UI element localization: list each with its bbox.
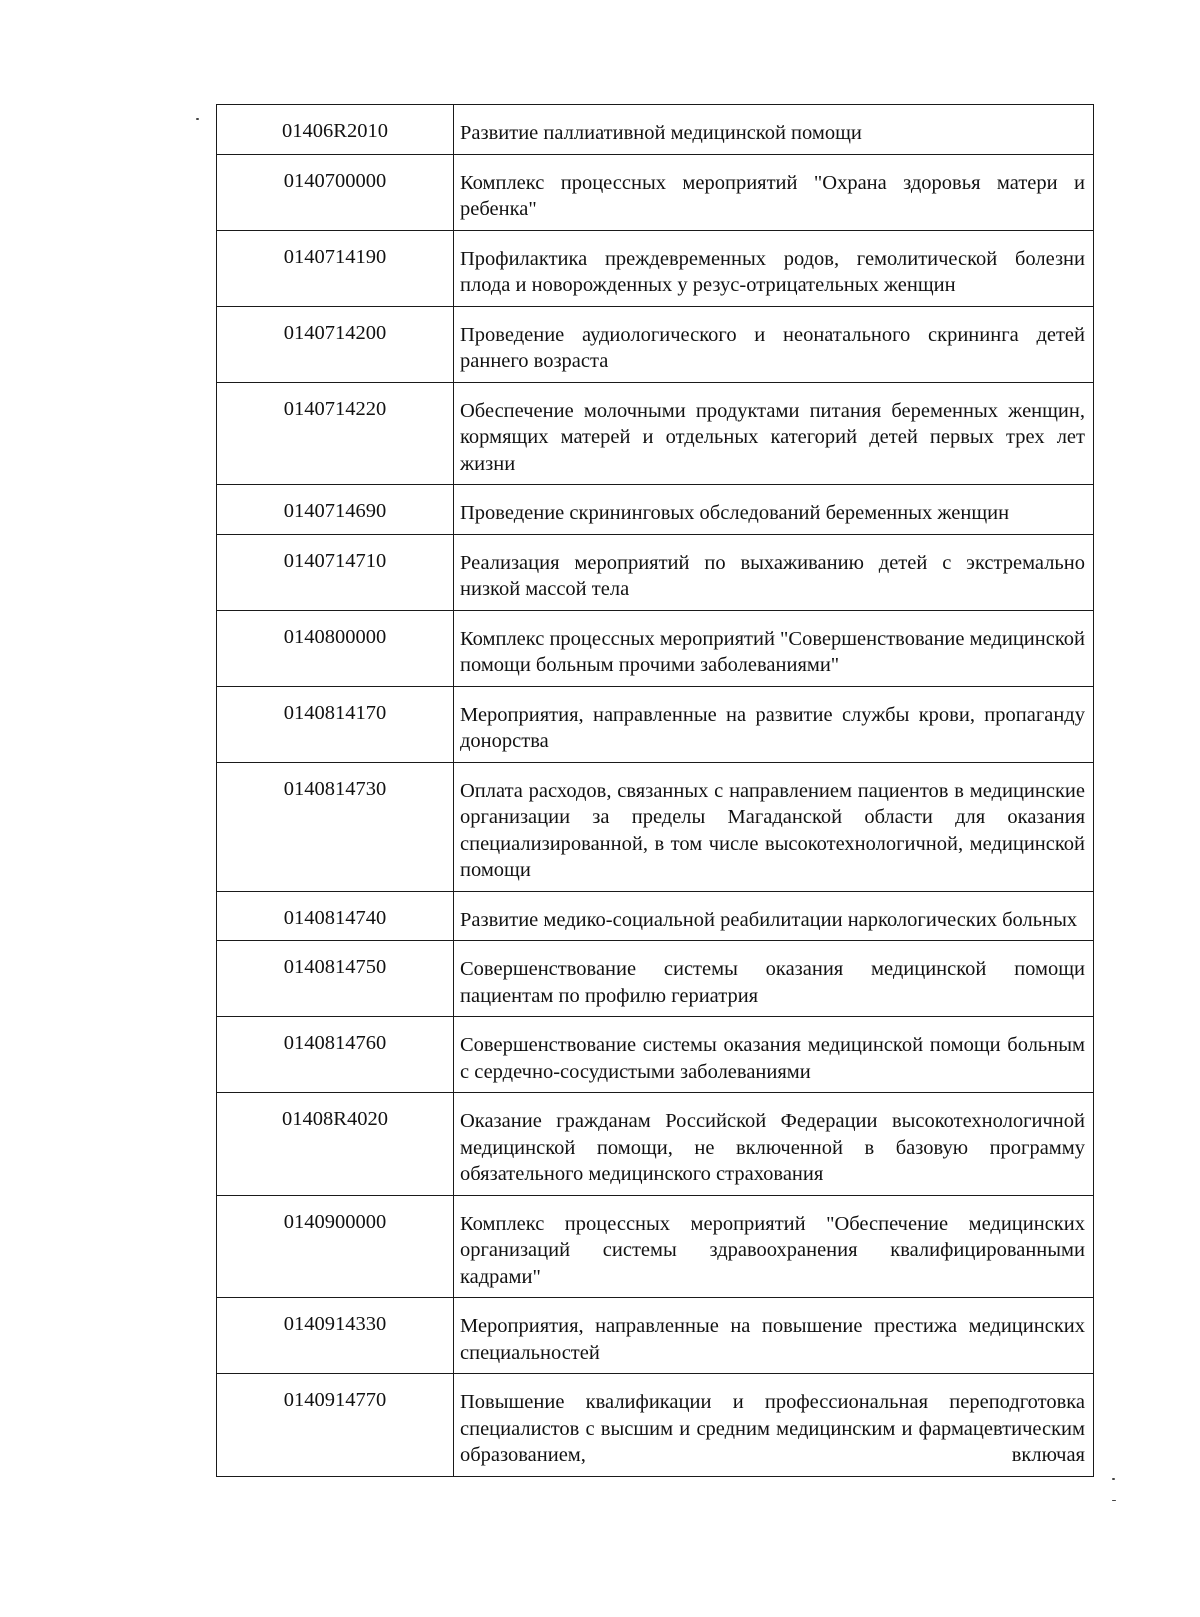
- scan-speck: [1112, 1478, 1115, 1480]
- code-cell: 0140900000: [217, 1195, 454, 1298]
- description-cell: Комплекс процессных мероприятий "Обеспечение медицинских организаций системы здравоохранения квалифицированными кадрами": [454, 1195, 1094, 1298]
- table-row: [217, 1298, 1094, 1374]
- table-row: [217, 485, 1094, 535]
- table-row: [217, 1017, 1094, 1093]
- description-cell: Обеспечение молочными продуктами питания беременных женщин, кормящих матерей и отдельных категорий детей первых трех лет жизни: [454, 382, 1094, 485]
- code-cell: 0140714200: [217, 306, 454, 382]
- description-cell: Оплата расходов, связанных с направлением пациентов в медицинские организации за пределы Магаданской области для оказания специализированной, в том числе высокотехнологичной, медицинской помощи: [454, 762, 1094, 891]
- code-cell: 0140814760: [217, 1017, 454, 1093]
- table-row: [217, 941, 1094, 1017]
- description-cell: Реализация мероприятий по выхаживанию детей с экстремально низкой массой тела: [454, 534, 1094, 610]
- description-cell: Профилактика преждевременных родов, гемолитической болезни плода и новорожденных у резус-отрицательных женщин: [454, 230, 1094, 306]
- scan-speck: [196, 118, 199, 120]
- description-cell: Мероприятия, направленные на повышение престижа медицинских специальностей: [454, 1298, 1094, 1374]
- description-cell: Повышение квалификации и профессиональная переподготовка специалистов с высшим и средним медицинским и фармацевтическим образованием, включая: [454, 1374, 1094, 1477]
- table-row: [217, 610, 1094, 686]
- table-row: [217, 1195, 1094, 1298]
- table-row: [217, 306, 1094, 382]
- code-cell: 0140714710: [217, 534, 454, 610]
- table-row: [217, 382, 1094, 485]
- code-cell: 0140814170: [217, 686, 454, 762]
- table-row: [217, 891, 1094, 941]
- code-cell: 0140814740: [217, 891, 454, 941]
- code-cell: 0140814730: [217, 762, 454, 891]
- description-cell: Мероприятия, направленные на развитие службы крови, пропаганду донорства: [454, 686, 1094, 762]
- table-row: [217, 686, 1094, 762]
- description-cell: Оказание гражданам Российской Федерации высокотехнологичной медицинской помощи, не включенной в базовую программу обязательного медицинского страхования: [454, 1093, 1094, 1196]
- scan-speck: [1112, 1500, 1116, 1501]
- table-row: [217, 105, 1094, 155]
- code-cell: 01406R2010: [217, 105, 454, 155]
- table-row: [217, 154, 1094, 230]
- description-cell: Проведение скрининговых обследований беременных женщин: [454, 485, 1094, 535]
- code-cell: 0140800000: [217, 610, 454, 686]
- table-row: [217, 762, 1094, 891]
- description-cell: Совершенствование системы оказания медицинской помощи больным с сердечно-сосудистыми заболеваниями: [454, 1017, 1094, 1093]
- table-row: [217, 230, 1094, 306]
- code-cell: 0140714190: [217, 230, 454, 306]
- code-cell: 0140700000: [217, 154, 454, 230]
- table-row: [217, 1093, 1094, 1196]
- description-cell: Комплекс процессных мероприятий "Совершенствование медицинской помощи больным прочими заболеваниями": [454, 610, 1094, 686]
- description-cell: Совершенствование системы оказания медицинской помощи пациентам по профилю гериатрия: [454, 941, 1094, 1017]
- table-row: [217, 534, 1094, 610]
- description-cell: Проведение аудиологического и неонатального скрининга детей раннего возраста: [454, 306, 1094, 382]
- description-cell: Развитие медико-социальной реабилитации наркологических больных: [454, 891, 1094, 941]
- table-row: [217, 1374, 1094, 1477]
- description-cell: Развитие паллиативной медицинской помощи: [454, 105, 1094, 155]
- budget-codes-table: [216, 104, 1094, 1477]
- code-cell: 0140914330: [217, 1298, 454, 1374]
- code-cell: 0140914770: [217, 1374, 454, 1477]
- code-cell: 01408R4020: [217, 1093, 454, 1196]
- code-cell: 0140714690: [217, 485, 454, 535]
- code-cell: 0140814750: [217, 941, 454, 1017]
- description-cell: Комплекс процессных мероприятий "Охрана здоровья матери и ребенка": [454, 154, 1094, 230]
- code-cell: 0140714220: [217, 382, 454, 485]
